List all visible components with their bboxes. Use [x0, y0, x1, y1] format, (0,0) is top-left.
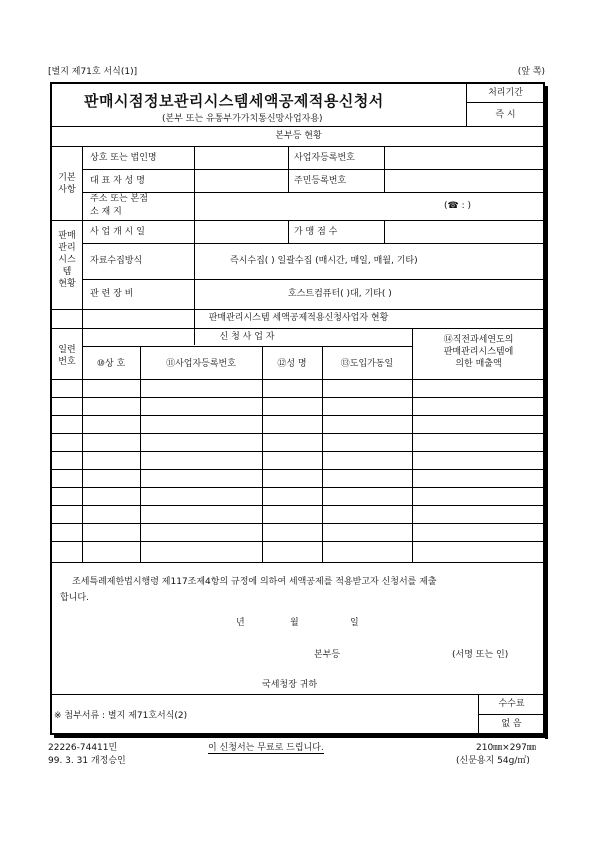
col-install-date: ⑬도입가동일 [340, 359, 394, 369]
resident-no-label: 주민등록번호 [294, 176, 347, 186]
basic-info-label: 기본 [58, 173, 76, 183]
date-year: 년 [236, 618, 245, 628]
paper-size: 210㎜×297㎜ [476, 743, 536, 753]
declaration-text-2: 합니다. [60, 593, 89, 603]
signature-label: (서명 또는 인) [452, 650, 509, 660]
address-label-2: 소 재 지 [90, 207, 122, 217]
col-sales-amount-3: 의한 매출액 [455, 359, 502, 369]
member-store-count-label: 가 맹 점 수 [294, 227, 338, 237]
declaration-text: 조세특례제한법시행령 제117조제4항의 규정에 의하여 세액공제를 적용받고자 신청서를 제출 [72, 577, 437, 587]
date-day: 일 [350, 618, 359, 628]
basic-info-label-2: 사항 [58, 185, 76, 195]
form-subtitle: (본부 또는 유통부가가치통신망사업자용) [162, 114, 323, 124]
serial-no-label-2: 번호 [58, 357, 76, 367]
form-shadow-right [545, 86, 548, 739]
applicant-business-heading: 신 청 사 업 자 [219, 332, 275, 342]
fee-value: 없 음 [501, 719, 522, 729]
serial-no-label: 일련 [58, 345, 76, 355]
address-label: 주소 또는 본점 [90, 194, 148, 204]
processing-period-label: 처리기간 [488, 88, 523, 98]
date-month: 월 [290, 618, 299, 628]
recipient-label: 국세청장 귀하 [262, 680, 318, 690]
pos-status-label-3: 시스 [58, 255, 76, 265]
col-sales-amount-2: 판매관리시스템에 [443, 347, 514, 357]
business-start-date-label: 사 업 개 시 일 [90, 227, 145, 237]
applicant-label: 본부등 [314, 650, 341, 660]
collection-method-label: 자료수집방식 [90, 256, 143, 266]
pos-status-label-2: 관리 [58, 243, 76, 253]
fee-label: 수수료 [498, 699, 525, 709]
processing-period-value: 즉 시 [495, 110, 516, 120]
form-shadow-bottom [54, 735, 548, 738]
phone-field: (☎ : ) [444, 201, 471, 211]
collection-method-options: 즉시수집( ) 일괄수집 (매시간, 매일, 매월, 기타) [230, 256, 418, 266]
attachment-note: ※ 첨부서류 : 별지 제71호서식(2) [54, 711, 188, 721]
equipment-label: 관 련 장 비 [90, 289, 134, 299]
col-trade-name: ⑩상 호 [96, 359, 126, 369]
pos-status-label: 판매 [58, 231, 76, 241]
page-side: (앞 쪽) [517, 67, 545, 77]
col-sales-amount: ⑭직전과세연도의 [443, 335, 514, 345]
pos-status-label-5: 현황 [58, 279, 76, 289]
section-applicants-heading: 판매관리시스템 세액공제적용신청사업자 현황 [208, 313, 389, 323]
col-biz-reg-no: ⑪사업자등록번호 [166, 359, 236, 369]
trade-name-label: 상호 또는 법인명 [90, 153, 157, 163]
form-code: 22226-74411민 [48, 743, 118, 753]
representative-name-label: 대 표 자 성 명 [90, 176, 145, 186]
paper-type: (신문용지 54g/㎡) [456, 756, 530, 766]
approval-date: 99. 3. 31 개정승인 [48, 756, 126, 766]
section-headquarters-heading: 본부등 현황 [275, 131, 322, 141]
biz-reg-no-label: 사업자등록번호 [294, 153, 355, 163]
application-form [50, 82, 545, 735]
form-number: [별지 제71호 서식(1)] [48, 67, 138, 77]
form-title: 판매시점정보관리시스템세액공제적용신청서 [84, 92, 384, 110]
pos-status-label-4: 템 [62, 267, 72, 277]
col-name: ⑫성 명 [277, 359, 307, 369]
free-of-charge-notice: 이 신청서는 무료로 드립니다. [208, 743, 324, 753]
equipment-detail: 호스트컴퓨터( )대, 기타( ) [288, 289, 392, 299]
